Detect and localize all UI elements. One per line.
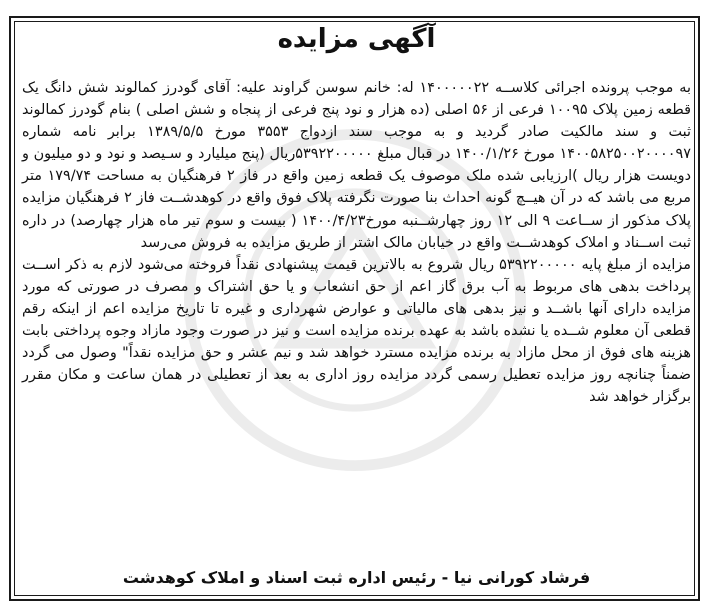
notice-paragraph: به موجب پرونده اجرائی کلاســه ۱۴۰۰۰۰۰۲۲ له: خانم سوسن گراوند علیه: آقای گودرز کمالوند شش دانگ یک قطعه زمین پلاک ۱۰۰۹۵ فرعی از ۵۶ اصلی (ده هزار و نود پنج فرعی از پنجاه و شش اصلی ) بنام گودرز کمالوند ثبت و سند مالکیت صادر گردید و به موجب سند ازدواج ۳۵۵۳ مورخ ۱۳۸۹/۵/۵ برابر نامه شماره ۱۴۰۰۵۸۲۵۰۰۲۰۰۰۰۹۷ مورخ ۱۴۰۰/۱/۲۶ در قبال مبلغ ۵۳۹۲۲۰۰۰۰۰ریال (پنج میلیارد و سـیصد و نود و دو میلیون و دویست هزار ریال )ارزیابی شده ملک موصوف یک قطعه زمین واقع در فاز ۲ فرهنگیان به مساحت ۱۷۹/۷۴ متر مربع می باشد که در آن هیــچ گونه احداث بنا صورت نگرفته پلاک فوق واقع در کوهدشــت فاز ۲ فرهنگیان مزایده پلاک مذکور از ســاعت ۹ الی ۱۲ روز چهارشــنبه مورخ۱۴۰۰/۴/۲۳ ( بیست و سوم تیر ماه هزار چهارصد) در داره ثبت اســناد و املاک کوهدشــت واقع در خیابان مالک اشتر از طریق مزایده به فروش می‌رسد (22, 80, 692, 251)
notice-paragraph: مزایده از مبلغ پایه ۵۳۹۲۲۰۰۰۰۰ ریال شروع به بالاترین قیمت پیشنهادی نقداً فروخته می‌شود لازم به ذکر اســت پرداخت بدهی های مربوط به آب برق گاز اعم از حق انشعاب و یا حق اشتراک و مصرف در صورتی که مورد مزایده دارای آنها باشــد و نیز بدهی های مالیاتی و عوارض شهرداری و غیره تا تاریخ مزایده اعم از اینکه رقم قطعی آن معلوم شــده یا نشده باشد به عهده برنده مزایده است و نیز در صورت وجود مازاد وجوه پرداختی بابت هزینه های فوق از محل مازاد به برنده مزایده مسترد خواهد شد و نیم عشر و حق مزایده نقداً" وصول می گردد ضمناً چنانچه روز مزایده تعطیل رسمی گردد مزایده روز اداری به بعد از تعطیلی در همان ساعت و مکان مقرر برگزار خواهد شد (22, 256, 691, 406)
notice-body (22, 77, 691, 532)
notice-signature: فرشاد کورانی نیا - رئیس اداره ثبت اسناد و املاک کوهدشت (122, 568, 591, 587)
notice-title: آگهی مزایده (277, 24, 436, 54)
